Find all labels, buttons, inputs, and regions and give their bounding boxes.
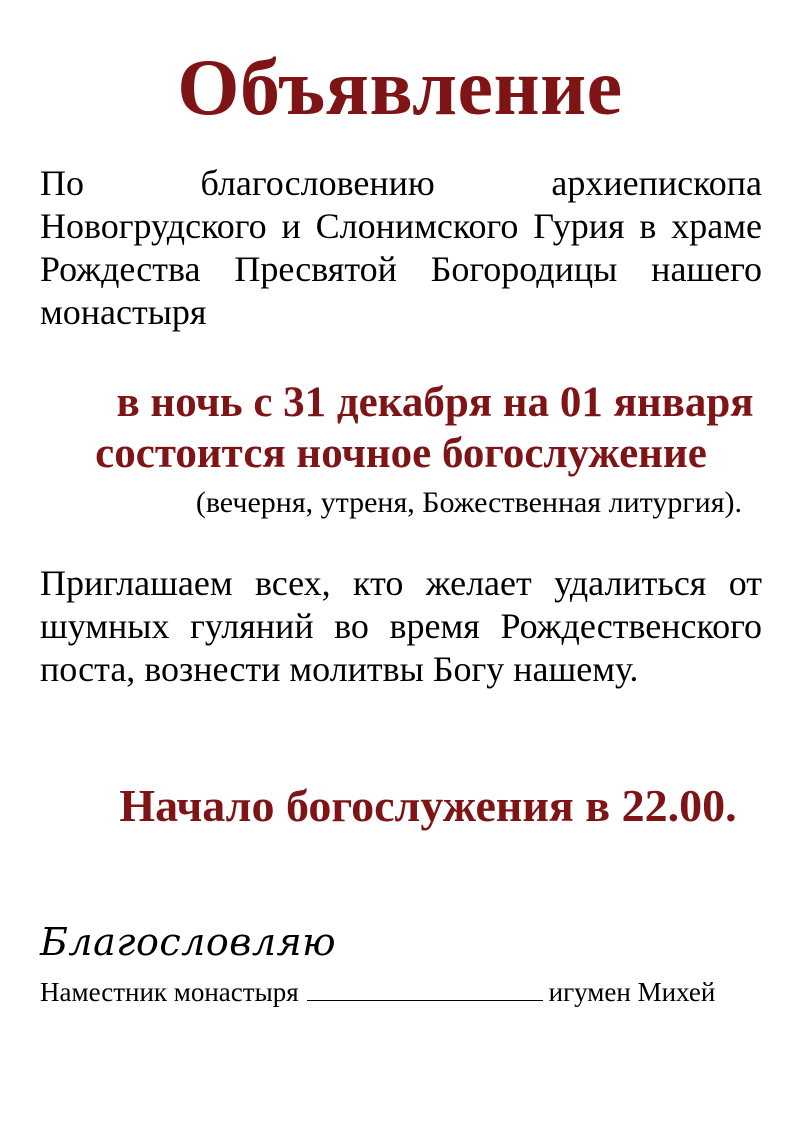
notice-title: Объявление xyxy=(177,44,623,132)
service-announcement-line: состоится ночное богослужение xyxy=(95,430,707,477)
signer-position: Наместник монастыря xyxy=(40,977,299,1007)
invitation-paragraph: Приглашаем всех, кто желает удалиться от шумных гуляний во время Рождественского поста, вознести молитвы Богу нашему. xyxy=(40,563,762,689)
signer-name: игумен Михей xyxy=(548,977,716,1007)
signature-blank xyxy=(307,976,543,1001)
blessing-signature-word: Благословляю xyxy=(40,920,337,964)
signature-line xyxy=(40,974,715,1010)
service-parts: (вечерня, утреня, Божественная литургия). xyxy=(195,486,742,519)
blessing-paragraph: По благословению архиепископа Новогрудского и Слонимского Гурия в храме Рождества Пресвятой Богородицы нашего монастыря xyxy=(40,163,762,332)
start-time: Начало богослужения в 22.00. xyxy=(119,780,737,831)
service-date-line: в ночь с 31 декабря на 01 января xyxy=(116,379,754,426)
